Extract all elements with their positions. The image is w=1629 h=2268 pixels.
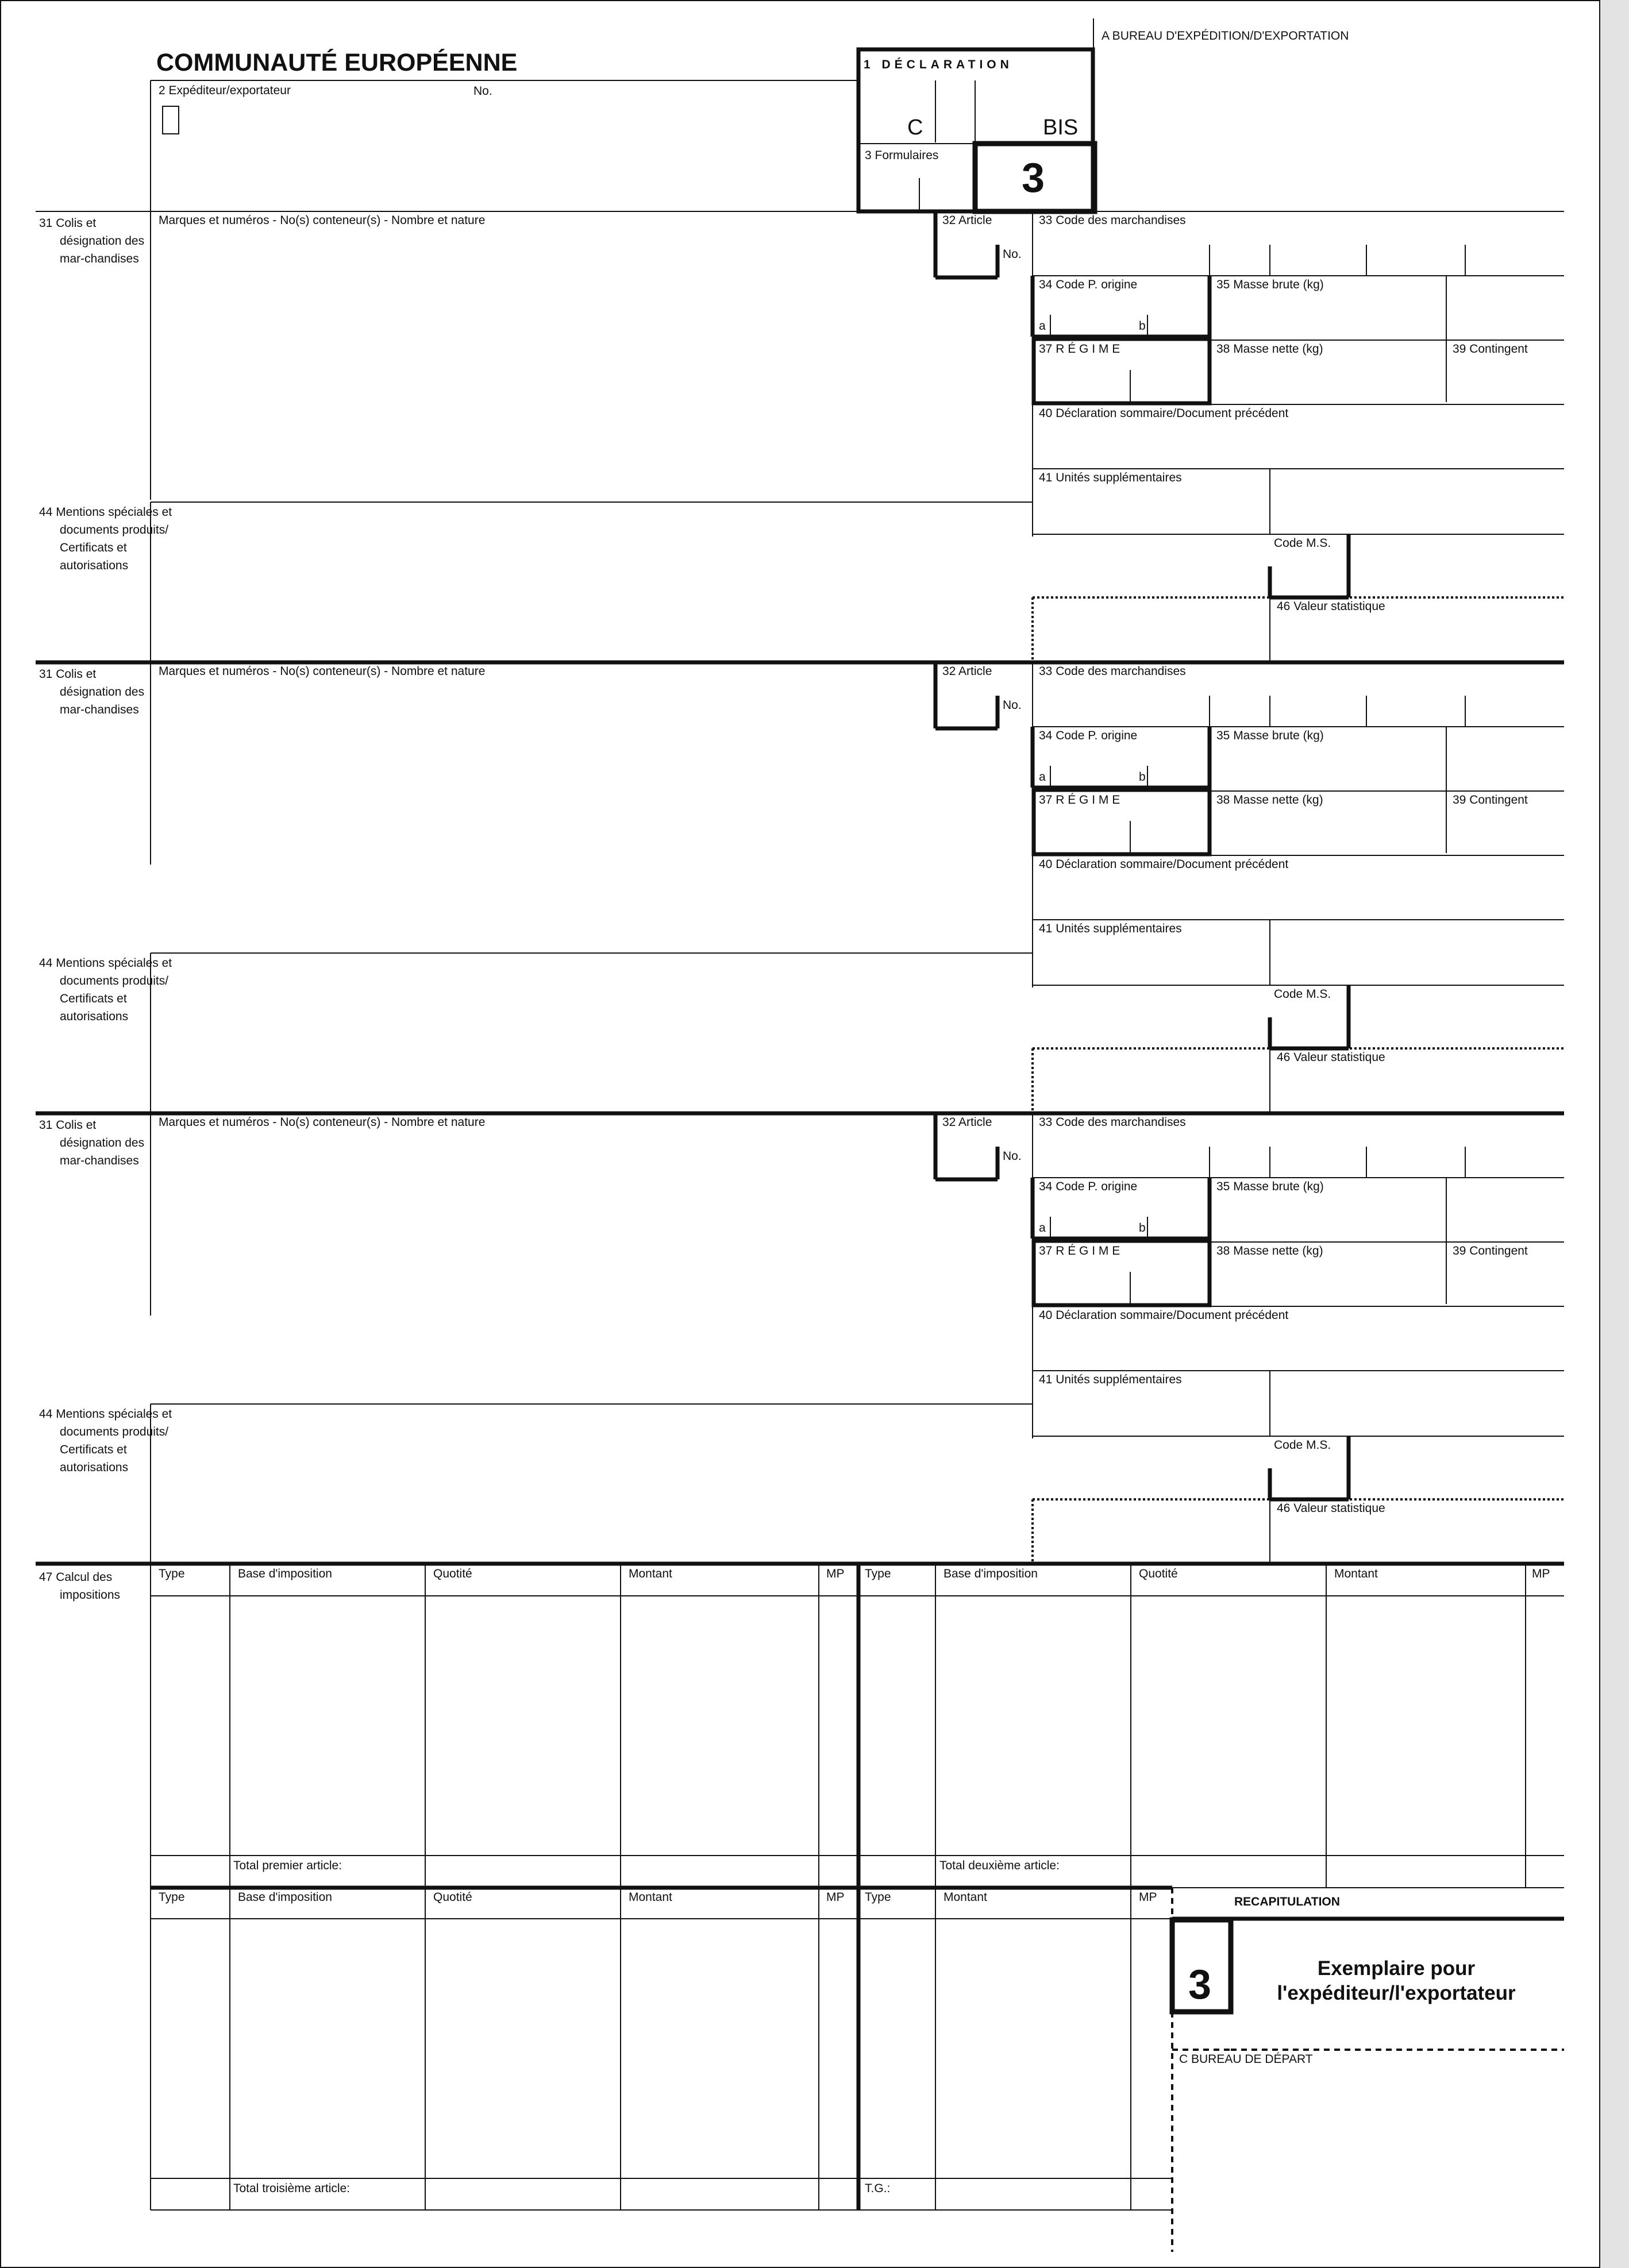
box-40-label-2: 40 Déclaration sommaire/Document précédent [1039,858,1289,871]
box-2-label: 2 Expéditeur/exportateur [159,84,291,97]
total-third-article: Total troisième article: [233,2182,351,2195]
box-47-label: 47 Calcul des impositions [39,1571,121,1602]
box-34-label-1: 34 Code P. origine [1039,278,1138,291]
tax-head-left-mp: MP [826,1567,845,1580]
code-ms-label-2: Code M.S. [1274,988,1331,1001]
box-31-sub-label-3: Marques et numéros - No(s) conteneur(s) - Nombre et nature [159,1116,486,1129]
box-32-no-label-1: No. [1003,248,1022,261]
total-second-article: Total deuxième article: [939,1859,1060,1872]
box-1-c-label: C [907,115,923,140]
copy-destination-text: Exemplaire pour l'expéditeur/l'exportateur [1277,1957,1516,2004]
tax-head-lower-left-mp: MP [826,1891,845,1904]
total-first-article: Total premier article: [233,1859,342,1872]
tax-head-left-montant: Montant [629,1567,672,1580]
box-37-label-1: 37 R É G I M E [1039,342,1120,356]
box-38-label-1: 38 Masse nette (kg) [1216,342,1323,356]
tax-head-right-type: Type [865,1567,891,1580]
box-46-label-1: 46 Valeur statistique [1277,600,1385,613]
box-40-label-3: 40 Déclaration sommaire/Document précédent [1039,1309,1289,1322]
box-41-label-2: 41 Unités supplémentaires [1039,922,1182,935]
tax-head-right-quotite: Quotité [1139,1567,1178,1580]
box-34-a-3: a [1039,1221,1046,1235]
box-38-label-2: 38 Masse nette (kg) [1216,793,1323,807]
tax-head-right-mp: MP [1532,1567,1550,1580]
tg-label: T.G.: [865,2182,891,2195]
box-32-label-1: 32 Article [942,214,992,227]
box-33-label-2: 33 Code des marchandises [1039,665,1186,678]
box-3-label: 3 Formulaires [865,149,939,162]
box-31-sub-label-1: Marques et numéros - No(s) conteneur(s) - Nombre et nature [159,214,486,227]
tax-head-lower-left-quotite: Quotité [433,1891,472,1904]
box-35-label-3: 35 Masse brute (kg) [1216,1180,1324,1193]
copy-number-bottom: 3 [1188,1962,1212,2008]
box-44-label-1: 44 Mentions spéciales et documents produits/ Certificats et autorisations [39,506,172,572]
box-33-label-3: 33 Code des marchandises [1039,1116,1186,1129]
tax-head-lower-left-type: Type [159,1891,185,1904]
box-1-label: 1 DÉCLARATION [864,58,1013,71]
box-37-label-2: 37 R É G I M E [1039,793,1120,807]
box-44-label-3: 44 Mentions spéciales et documents produits/ Certificats et autorisations [39,1407,172,1474]
box-a-label: A BUREAU D'EXPÉDITION/D'EXPORTATION [1102,29,1349,43]
box-34-b-1: b [1139,319,1146,333]
box-37-label-3: 37 R É G I M E [1039,1244,1120,1258]
box-32-label-2: 32 Article [942,665,992,678]
box-34-label-2: 34 Code P. origine [1039,729,1138,742]
box-31-label-1: 31 Colis et désignation des mar-chandises [39,217,145,265]
box-35-label-2: 35 Masse brute (kg) [1216,729,1324,742]
tax-head-left-type: Type [159,1567,185,1580]
box-34-b-3: b [1139,1221,1146,1235]
box-2-no-label: No. [473,84,492,98]
box-33-label-1: 33 Code des marchandises [1039,214,1186,227]
exporter-checkbox[interactable] [162,106,179,134]
box-46-label-2: 46 Valeur statistique [1277,1051,1385,1064]
tax-head-left-base: Base d'imposition [238,1567,332,1580]
box-38-label-3: 38 Masse nette (kg) [1216,1244,1323,1258]
box-34-a-2: a [1039,770,1046,784]
box-c-label: C BUREAU DE DÉPART [1179,2053,1313,2066]
tax-head-lower-left-montant: Montant [629,1891,672,1904]
box-34-b-2: b [1139,770,1146,784]
recapitulation-label: RECAPITULATION [1234,1895,1340,1908]
box-44-label-2: 44 Mentions spéciales et documents produits/ Certificats et autorisations [39,956,172,1023]
box-32-no-label-2: No. [1003,699,1022,712]
box-41-label-3: 41 Unités supplémentaires [1039,1373,1182,1386]
box-35-label-1: 35 Masse brute (kg) [1216,278,1324,291]
box-46-label-3: 46 Valeur statistique [1277,1502,1385,1515]
box-31-label-2: 31 Colis et désignation des mar-chandises [39,668,145,716]
code-ms-label-3: Code M.S. [1274,1438,1331,1452]
box-31-sub-label-2: Marques et numéros - No(s) conteneur(s) - Nombre et nature [159,665,486,678]
box-41-label-1: 41 Unités supplémentaires [1039,471,1182,484]
tax-head-lower-right-mp: MP [1139,1891,1157,1904]
tax-head-right-montant: Montant [1334,1567,1378,1580]
tax-head-lower-right-type: Type [865,1891,891,1904]
box-1-bis-label: BIS [1043,115,1079,140]
community-title: COMMUNAUTÉ EUROPÉENNE [156,49,518,76]
box-34-a-1: a [1039,319,1046,333]
box-34-label-3: 34 Code P. origine [1039,1180,1138,1193]
box-32-label-3: 32 Article [942,1116,992,1129]
box-32-no-label-3: No. [1003,1150,1022,1163]
copy-number-top: 3 [1022,155,1045,201]
box-39-label-2: 39 Contingent [1453,793,1528,807]
box-39-label-3: 39 Contingent [1453,1244,1528,1258]
box-39-label-1: 39 Contingent [1453,342,1528,356]
tax-head-left-quotite: Quotité [433,1567,472,1580]
tax-head-right-base: Base d'imposition [943,1567,1038,1580]
code-ms-label-1: Code M.S. [1274,537,1331,550]
box-40-label-1: 40 Déclaration sommaire/Document précédent [1039,407,1289,420]
tax-head-lower-right-montant: Montant [943,1891,987,1904]
tax-head-lower-left-base: Base d'imposition [238,1891,332,1904]
box-31-label-3: 31 Colis et désignation des mar-chandises [39,1118,145,1167]
